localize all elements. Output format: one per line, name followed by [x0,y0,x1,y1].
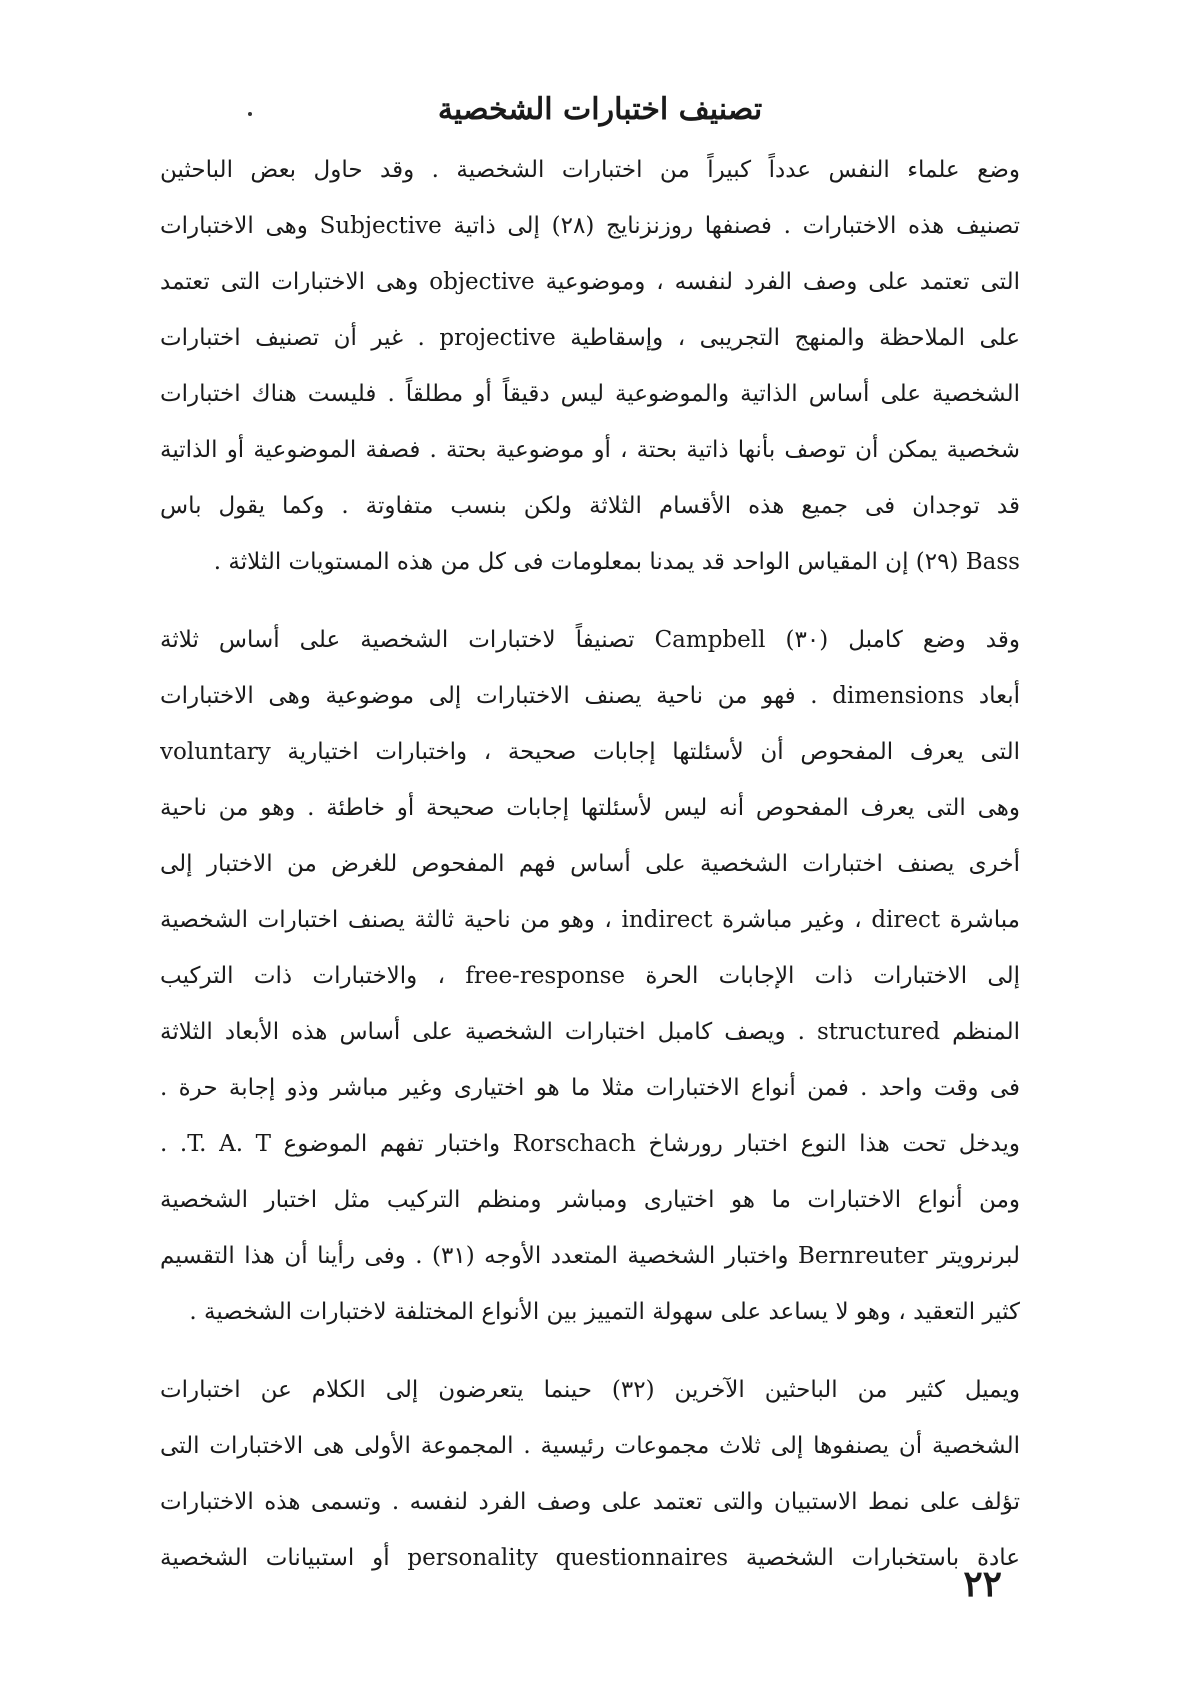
text-line: على الملاحظة والمنهج التجريبى ، وإسقاطية projective . غير أن تصنيف اختبارات [160,325,1020,351]
page-body [160,142,1020,1586]
text-line: التى يعرف المفحوص أن لأسئلتها إجابات صحيحة ، واختبارات اختيارية voluntary [160,739,1020,765]
paragraph-gap [160,1340,1020,1362]
page-title: تصنيف اختبارات الشخصية [437,92,763,127]
text-line: أخرى يصنف اختبارات الشخصية على أساس فهم المفحوص للغرض من الاختبار إلى [160,851,1020,877]
text-line: ويميل كثير من الباحثين الآخرين (٣٢) حينما يتعرضون إلى الكلام عن اختبارات [160,1377,1020,1403]
text-line: عادة باستخبارات الشخصية personality questionnaires أو استبيانات الشخصية [160,1545,1020,1571]
text-line: مباشرة direct ، وغير مباشرة indirect ، وهو من ناحية ثالثة يصنف اختبارات الشخصية [160,907,1020,933]
text-line: أبعاد dimensions . فهو من ناحية يصنف الاختبارات إلى موضوعية وهى الاختبارات [160,683,1020,709]
text-line: الشخصية على أساس الذاتية والموضوعية ليس دقيقاً أو مطلقاً . فليست هناك اختبارات [160,381,1020,407]
paragraph-gap [160,590,1020,612]
text-line: وقد وضع كامبل (٣٠) Campbell تصنيفاً لاختبارات الشخصية على أساس ثلاثة [160,627,1020,653]
text-line: قد توجدان فى جميع هذه الأقسام الثلاثة ولكن بنسب متفاوتة . وكما يقول باس [160,493,1020,519]
text-line: كثير التعقيد ، وهو لا يساعد على سهولة التمييز بين الأنواع المختلفة لاختبارات الشخصية . [189,1299,1020,1325]
text-line: ويدخل تحت هذا النوع اختبار رورشاخ Rorschach واختبار تفهم الموضوع T. A. T. . [160,1131,1020,1157]
text-line: التى تعتمد على وصف الفرد لنفسه ، وموضوعية objective وهى الاختبارات التى تعتمد [160,269,1020,295]
text-line: شخصية يمكن أن توصف بأنها ذاتية بحتة ، أو موضوعية بحتة . فصفة الموضوعية أو الذاتية [160,437,1020,463]
text-line: Bass (٢٩) إن المقياس الواحد قد يمدنا بمعلومات فى كل من هذه المستويات الثلاثة . [213,549,1020,575]
paragraph-2 [160,612,1020,1340]
text-line: لبرنرويتر Bernreuter واختبار الشخصية المتعدد الأوجه (٣١) . وفى رأينا أن هذا التقسيم [160,1243,1020,1269]
text-line: تصنيف هذه الاختبارات . فصنفها روزنزنايج (٢٨) إلى ذاتية Subjective وهى الاختبارات [160,213,1020,239]
text-line: تؤلف على نمط الاستبيان والتى تعتمد على وصف الفرد لنفسه . وتسمى هذه الاختبارات [160,1489,1020,1515]
text-line: وضع علماء النفس عدداً كبيراً من اختبارات الشخصية . وقد حاول بعض الباحثين [160,157,1020,183]
paragraph-1 [160,142,1020,590]
text-line: الشخصية أن يصنفوها إلى ثلاث مجموعات رئيسية . المجموعة الأولى هى الاختبارات التى [160,1433,1020,1459]
text-line: وهى التى يعرف المفحوص أنه ليس لأسئلتها إجابات صحيحة أو خاطئة . وهو من ناحية [160,795,1020,821]
paragraph-3 [160,1362,1020,1586]
page-number: ٢٢ [963,1563,1002,1605]
text-line: إلى الاختبارات ذات الإجابات الحرة free-response ، والاختبارات ذات التركيب [160,963,1020,989]
text-line: ومن أنواع الاختبارات ما هو اختيارى ومباشر ومنظم التركيب مثل اختبار الشخصية [160,1187,1020,1213]
text-line: المنظم structured . ويصف كامبل اختبارات الشخصية على أساس هذه الأبعاد الثلاثة [160,1019,1020,1045]
text-line: فى وقت واحد . فمن أنواع الاختبارات مثلا ما هو اختيارى وغير مباشر وذو إجابة حرة . [160,1075,1020,1101]
